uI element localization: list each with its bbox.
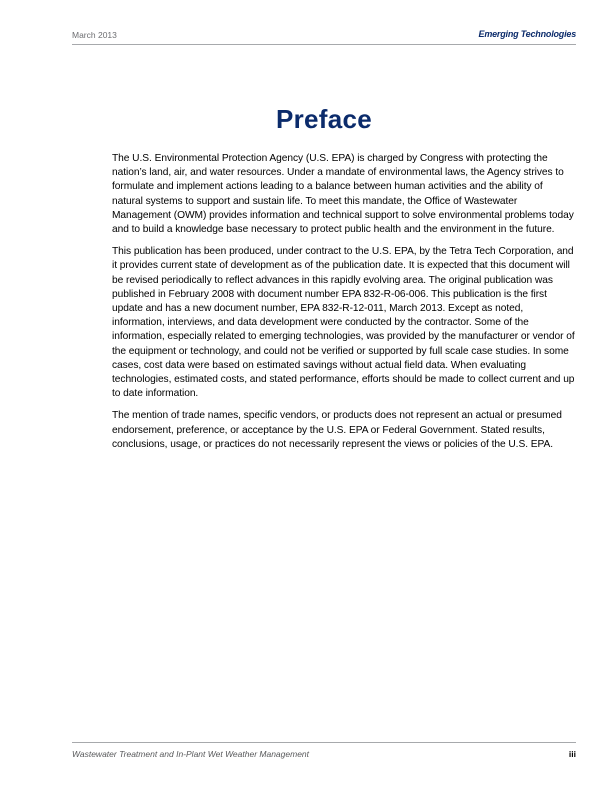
page-footer [72, 742, 576, 763]
body-text [112, 152, 576, 460]
paragraph-disclaimer: The mention of trade names, specific vendors, or products does not represent an actual or presumed endorsement, preference, or acceptance by the U.S. EPA or Federal Government. Stated results, conclusions, usage, or practices do not necessarily represent the views or policies of the U.S. EPA. [112, 410, 562, 450]
page-header [72, 29, 576, 45]
header-section-title: Emerging Technologies [478, 29, 576, 39]
paragraph-publication-history: This publication has been produced, under contract to the U.S. EPA, by the Tetra Tech Corporation, and it provides current state of development as of the publication date. It is expected that this document will be revised periodically to reflect advances in this rapidly evolving area. The original publication was published in February 2008 with document number EPA 832-R-06-006. This publication is the first update and has a new document number, EPA 832-R-12-011, March 2013. Except as noted, information, interviews, and data development were conducted by the contractor. Some of the information, especially related to emerging technologies, was provided by the manufacturer or vendor of the equipment or technology, and could not be verified or supported by full scale case studies. In some cases, cost data were based on estimated savings without actual field data. When evaluating technologies, estimated costs, and stated performance, efforts should be made to collect current and up to date information. [112, 246, 575, 400]
header-date: March 2013 [72, 30, 117, 40]
page-number: iii [568, 749, 576, 759]
paragraph-epa-mission: The U.S. Environmental Protection Agency (U.S. EPA) is charged by Congress with protecting the nation’s land, air, and water resources. Under a mandate of environmental laws, the Agency strives to formulate and implement actions leading to a balance between human activities and the ability of natural systems to support and sustain life. To meet this mandate, the Office of Wastewater Management (OWM) provides information and technical support to solve environmental problems today and to build a knowledge base necessary to protect public health and the environment in the future. [112, 153, 574, 236]
footer-document-title: Wastewater Treatment and In-Plant Wet Weather Management [72, 749, 310, 759]
page-title: Preface [275, 104, 373, 134]
